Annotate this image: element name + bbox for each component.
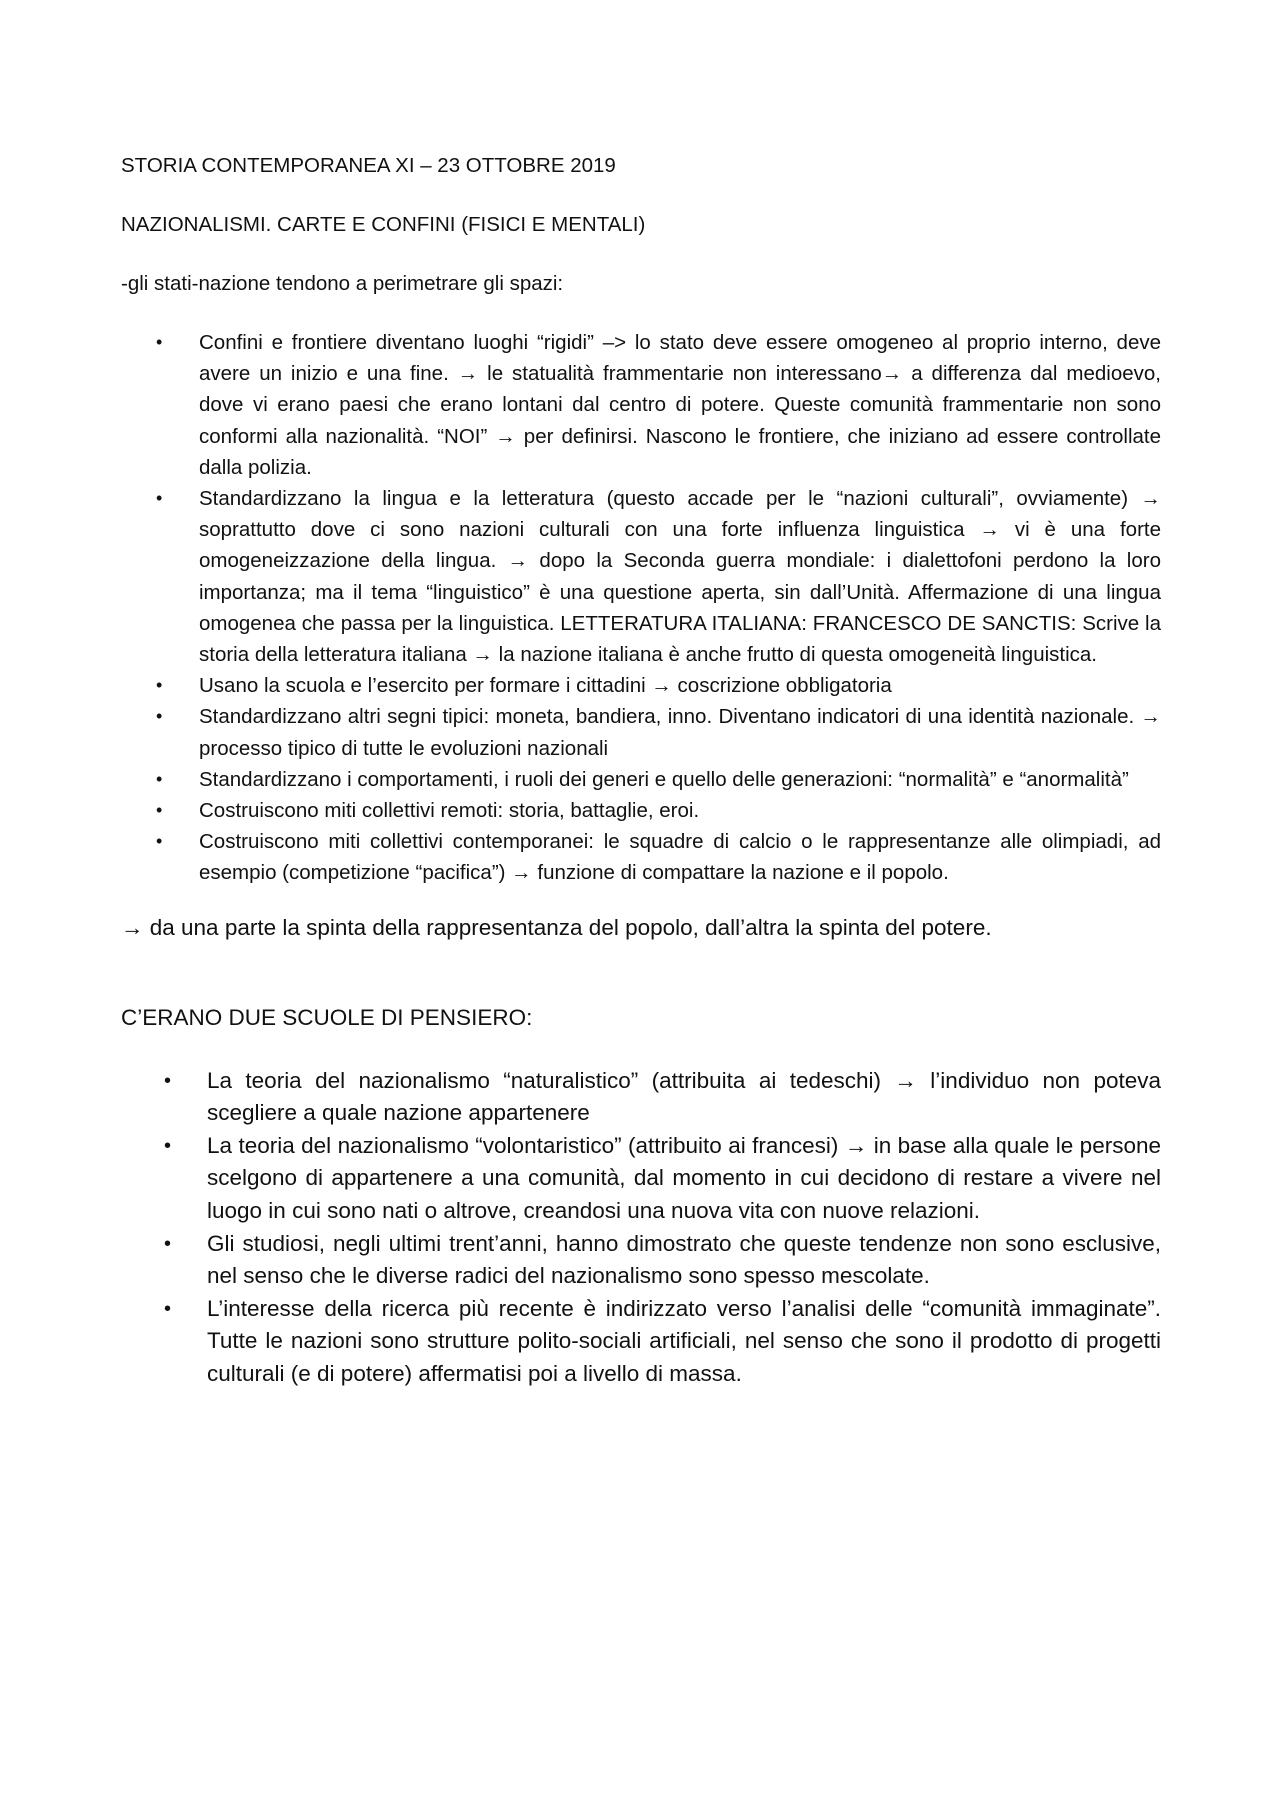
section-heading: C’ERANO DUE SCUOLE DI PENSIERO: (121, 1004, 533, 1030)
document-body (121, 150, 1161, 1391)
list-item-text: La teoria del nazionalismo “naturalistico” (attribuita ai tedeschi) → l’individuo non poteva scegliere a quale nazione appartenere (207, 1067, 1161, 1126)
bullet-icon: • (156, 488, 163, 509)
list-item-text: Gli studiosi, negli ultimi trent’anni, hanno dimostrato che queste tendenze non sono esclusive, nel senso che le diverse radici del nazionalismo sono spesso mescolate. (207, 1230, 1161, 1289)
list-item-text: L’interesse della ricerca più recente è indirizzato verso l’analisi delle “comunità immaginate”. Tutte le nazioni sono strutture polito-sociali artificiali, nel senso che sono il prodotto di progetti culturali (e di potere) affermatisi poi a livello di massa. (207, 1295, 1161, 1386)
list-item (164, 1228, 1161, 1293)
list-item-text: Standardizzano la lingua e la letteratura (questo accade per le “nazioni culturali”, ovviamente) → soprattutto dove ci sono nazioni culturali con una forte influenza linguistica → vi è una forte omogeneizzazione della lingua. → dopo la Seconda guerra mondiale: i dialettofoni perdono la loro importanza; ma il tema “linguistico” è una questione aperta, sin dall’Unità. Affermazione di una lingua omogenea che passa per la linguistica. LETTERATURA ITALIANA: FRANCESCO DE SANCTIS: Scrive la storia della letteratura italiana → la nazione italiana è anche frutto di questa omogeneità linguistica. (199, 487, 1161, 667)
bullet-icon: • (156, 768, 163, 789)
list-item (156, 795, 1161, 826)
bullet-icon: • (156, 675, 163, 696)
list-item (156, 701, 1161, 763)
bullet-icon: • (164, 1297, 172, 1320)
list-item (156, 670, 1161, 701)
bullet-icon: • (156, 332, 163, 352)
list-item-text: Costruiscono miti collettivi contemporanei: le squadre di calcio o le rappresentanze alle olimpiadi, ad esempio (competizione “pacifica”) → funzione di compattare la nazione e il popolo. (199, 830, 1161, 885)
list-item (156, 483, 1161, 670)
document-subtitle: NAZIONALISMI. CARTE E CONFINI (FISICI E MENTALI) (121, 213, 646, 236)
list-item (164, 1293, 1161, 1391)
bullet-list (121, 327, 1161, 889)
list-item (156, 764, 1161, 795)
list-item-text: Confini e frontiere diventano luoghi “rigidi” –> lo stato deve essere omogeneo al proprio interno, deve avere un inizio e una fine. → le statualità frammentarie non interessano→ a differenza dal medioevo, dove vi erano paesi che erano lontani dal centro di potere. Queste comunità frammentarie non sono conformi alla nazionalità. “NOI” → per definirsi. Nascono le frontiere, che iniziano ad essere controllate dalla polizia. (199, 331, 1161, 479)
conclusion-text: → da una parte la spinta della rappresentanza del popolo, dall’altra la spinta del potere. (121, 914, 992, 940)
section2-bullet-list (121, 1065, 1161, 1391)
list-item-text: Costruiscono miti collettivi remoti: storia, battaglie, eroi. (199, 799, 700, 823)
bullet-icon: • (156, 800, 163, 821)
list-item-text: Standardizzano altri segni tipici: moneta, bandiera, inno. Diventano indicatori di una identità nazionale. → processo tipico di tutte le evoluzioni nazionali (199, 705, 1161, 760)
list-item-text: Usano la scuola e l’esercito per formare i cittadini → coscrizione obbligatoria (199, 674, 892, 698)
list-item (164, 1130, 1161, 1228)
list-item (156, 327, 1161, 483)
bullet-icon: • (164, 1232, 172, 1255)
list-item (164, 1065, 1161, 1130)
intro-text: -gli stati-nazione tendono a perimetrare gli spazi: (121, 272, 564, 295)
bullet-icon: • (156, 706, 163, 727)
document-title: STORIA CONTEMPORANEA XI – 23 OTTOBRE 2019 (121, 154, 616, 177)
list-item-text: La teoria del nazionalismo “volontaristico” (attribuito ai francesi) → in base alla quale le persone scelgono di appartenere a una comunità, dal momento in cui decidono di restare a vivere nel luogo in cui sono nati o altrove, creandosi una nuova vita con nuove relazioni. (207, 1132, 1161, 1224)
bullet-icon: • (164, 1134, 172, 1157)
bullet-icon: • (164, 1069, 172, 1092)
list-item-text: Standardizzano i comportamenti, i ruoli dei generi e quello delle generazioni: “normalità” e “anormalità” (199, 767, 1129, 791)
list-item (156, 826, 1161, 888)
bullet-icon: • (156, 831, 163, 852)
